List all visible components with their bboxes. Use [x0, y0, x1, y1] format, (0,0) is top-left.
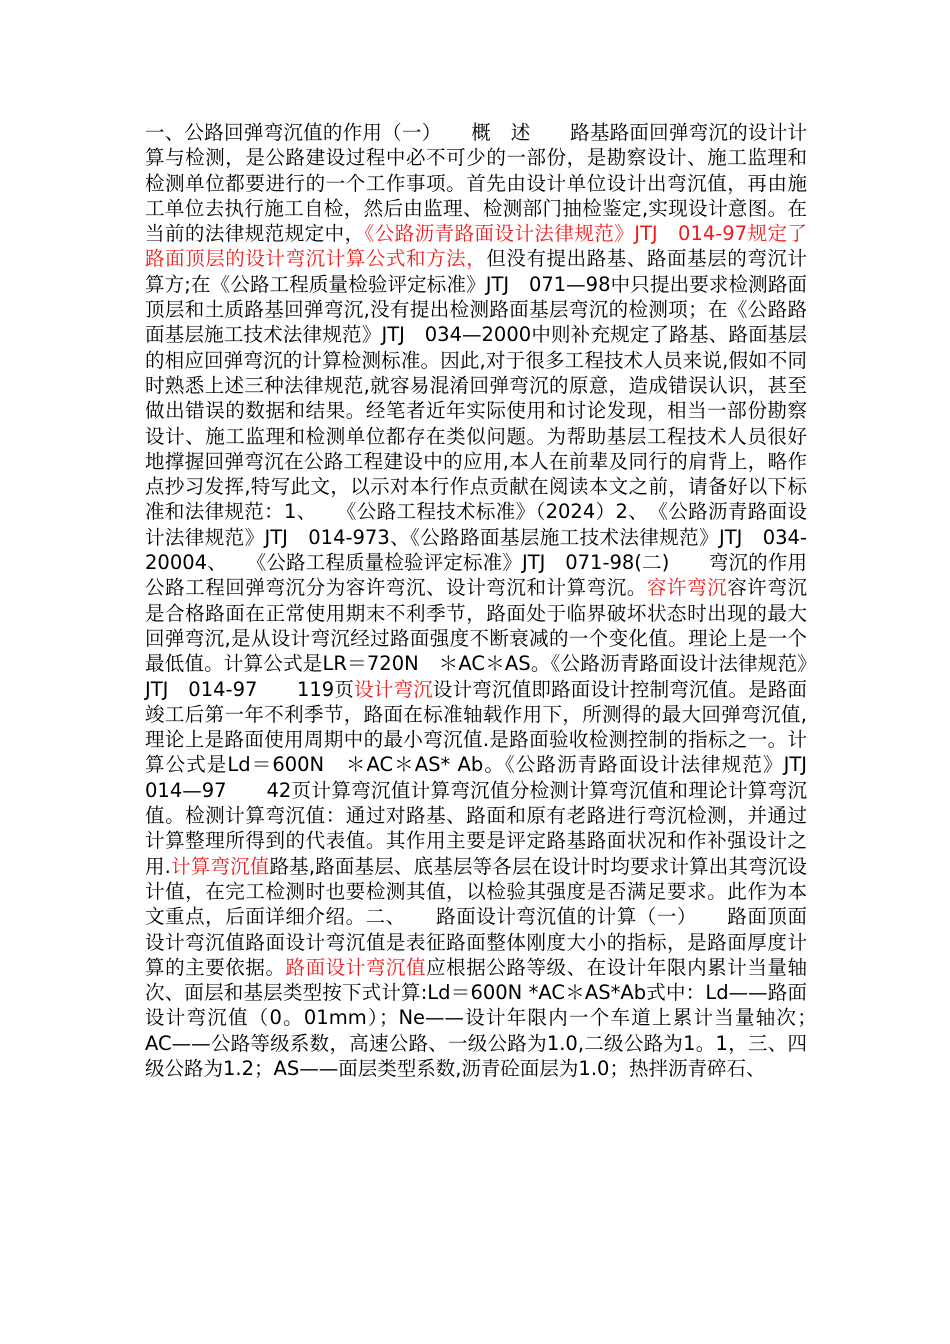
paragraph-text: 应根据公路等级、在设计年限内累计当量轴次、面层和基层类型按下式计算:Ld＝600N *AC＊AS*Ab式中：Ld——路面设计弯沉值（0。01mm）；Ne——设计年限内一个车道上累计当量轴次； AC——公路等级系数，高速公路、一级公路为1.0,二级公路为1。1，三、四级公路为1.2；AS——面层类型系数,沥青砼面层为1.0；热拌沥青碎石、 — [145, 955, 847, 1080]
highlighted-term: 计算弯沉值 — [170, 854, 270, 878]
highlighted-term: 路面设计弯沉值 — [285, 955, 427, 979]
paragraph-text: 容许弯沉是合格路面在正常使用期末不利季节，路面处于临界破坏状态时出现的最大回弹弯沉,是从设计弯沉经过路面强度不断衰减的一个变化值。理论上是一个最低值。计算公式是LR＝720N ＊AC＊AS。《公路沥青路面设计法律规范》JTJ 014-97 119页 — [145, 576, 807, 701]
paragraph-text: 设计弯沉值即路面设计控制弯沉值。是路面竣工后第一年不利季节，路面在标准轴载作用下，所测得的最大回弹弯沉值,理论上是路面使用周期中的最小弯沉值.是路面验收检测控制的指标之一。计算公式是Ld＝600N ＊AC＊AS* Ab。《公路沥青路面设计法律规范》JTJ 014—97 42页计算弯沉值计算弯沉值分检测计算弯沉值和理论计算弯沉值。检测计算弯沉值：通过对路基、路面和原有老路进行弯沉检测，并通过计算整理所得到的代表值。其作用主要是评定路基路面状况和作补强设计之用. — [145, 677, 827, 878]
highlighted-text: 《公路沥青路面设计法律规范》JTJ 014-97规定了路面顶层的设计弯沉计算公式和方法， — [145, 222, 807, 271]
document-body — [145, 120, 847, 1081]
paragraph-text: 路基,路面基层、底基层等各层在设计时均要求计算出其弯沉设计值，在完工检测时也要检测其值，以检验其强度是否满足要求。此作为本文重点，后面详细介绍。二、 路面设计弯沉值的计算（一） 路面顶面设计弯沉值路面设计弯沉值是表征路面整体刚度大小的指标，是路面厚度计算的主要依据。 — [145, 854, 807, 979]
highlighted-term: 容许弯沉 — [646, 576, 728, 600]
highlighted-term: 设计弯沉 — [354, 677, 433, 701]
paragraph-text: 但没有提出路基、路面基层的弯沉计算方;在《公路工程质量检验评定标准》JTJ 071—98中只提出要求检测路面顶层和土质路基回弹弯沉,没有提出检测路面基层弯沉的检测项；在《公路路面基层施工技术法律规范》JTJ 034—2000中则补充规定了路基、路面基层的相应回弹弯沉的计算检测标准。因此,对于很多工程技术人员来说,假如不同时熟悉上述三种法律规范,就容易混淆回弹弯沉的原意，造成错误认识，甚至做出错误的数据和结果。经笔者近年实际使用和讨论发现，相当一部份勘察设计、施工监理和检测单位都存在类似问题。为帮助基层工程技术人员很好地撑握回弹弯沉在公路工程建设中的应用,本人在前辈及同行的肩背上，略作点抄习发挥,特写此文，以示对本行作点贡献在阅读本文之前，请备好以下标准和法律规范：1、 《公路工程技术标准》（2024）2、 《公路沥青路面设计法律规范》JTJ 014-973、《公路路面基层施工技术法律规范》JTJ 034-20004、 《公路工程质量检验评定标准》JTJ 071-98(二) 弯沉的作用公路工程回弹弯沉分为容许弯沉、设计弯沉和计算弯沉。 — [145, 247, 807, 600]
paragraph-text: 一、公路回弹弯沉值的作用（一） 概 述 路基路面回弹弯沉的设计计算与检测，是公路建设过程中必不可少的一部份，是勘察设计、施工监理和检测单位都要进行的一个工作事项。首先由设计单位设计出弯沉值，再由施工单位去执行施工自检，然后由监理、检测部门抽检鉴定,实现设计意图。在当前的法律规范规定中， — [145, 121, 807, 246]
